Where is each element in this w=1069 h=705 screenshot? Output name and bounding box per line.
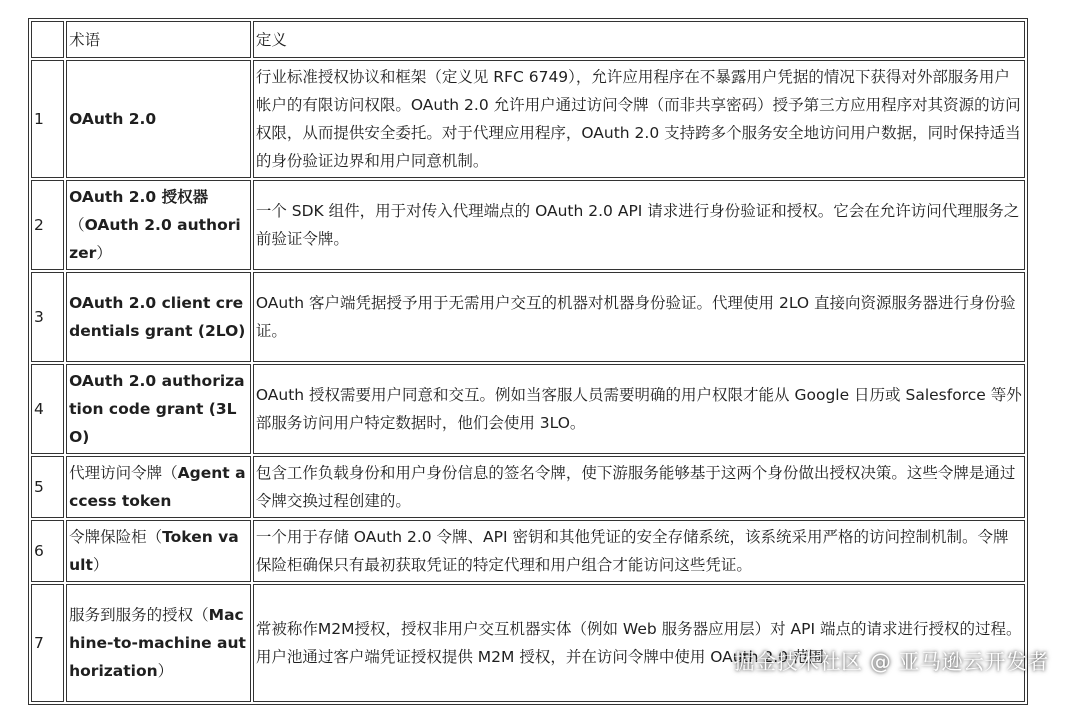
row-definition: 一个 SDK 组件，用于对传入代理端点的 OAuth 2.0 API 请求进行身份验证和授权。它会在允许访问代理服务之前验证令牌。 [253,180,1025,270]
table-header-row [31,21,1025,58]
row-term [66,180,251,270]
term-plain: （ [69,216,85,234]
header-definition: 定义 [253,21,1025,58]
table-row [31,520,1025,582]
table-row [31,272,1025,362]
row-definition: OAuth 客户端凭据授予用于无需用户交互的机器对机器身份验证。代理使用 2LO 直接向资源服务器进行身份验证。 [253,272,1025,362]
term-bold: OAuth 2.0 授权器 [69,188,209,206]
term-plain-secondary: ） [96,244,112,262]
term-bold-secondary: Machine-to-machine authorization [69,606,246,680]
term-bold: OAuth 2.0 [69,110,157,128]
row-term [66,456,251,518]
row-number: 2 [31,180,64,270]
table-row [31,456,1025,518]
term-bold: OAuth 2.0 client credentials grant (2LO) [69,294,246,340]
row-term [66,584,251,702]
watermark: 掘金技术社区 @ 亚马逊云开发者 [733,650,1049,674]
row-number: 3 [31,272,64,362]
table-row [31,60,1025,178]
table-row [31,584,1025,702]
term-bold-secondary: Agent access token [69,464,246,510]
glossary-table-container [28,18,1028,705]
row-term [66,272,251,362]
row-term [66,520,251,582]
term-bold: OAuth 2.0 authorization code grant (3LO) [69,372,245,446]
term-bold-secondary: Token vault [69,528,239,574]
glossary-table [28,18,1028,705]
row-definition: 一个用于存储 OAuth 2.0 令牌、API 密钥和其他凭证的安全存储系统，该系统采用严格的访问控制机制。令牌保险柜确保只有最初获取凭证的特定代理和用户组合才能访问这些凭证。 [253,520,1025,582]
term-plain: 服务到服务的授权（ [69,606,209,624]
row-definition: OAuth 授权需要用户同意和交互。例如当客服人员需要明确的用户权限才能从 Google 日历或 Salesforce 等外部服务访问用户特定数据时，他们会使用 3LO。 [253,364,1025,454]
row-number: 6 [31,520,64,582]
row-definition: 包含工作负载身份和用户身份信息的签名令牌，使下游服务能够基于这两个身份做出授权决策。这些令牌是通过令牌交换过程创建的。 [253,456,1025,518]
term-plain-secondary: ） [157,662,174,680]
row-number: 4 [31,364,64,454]
term-plain-secondary: ） [92,556,109,574]
header-term: 术语 [66,21,251,58]
term-plain: 令牌保险柜（ [69,528,163,546]
row-term [66,60,251,178]
header-num [31,21,64,58]
row-number: 7 [31,584,64,702]
table-row [31,364,1025,454]
row-term [66,364,251,454]
table-row [31,180,1025,270]
row-number: 5 [31,456,64,518]
row-number: 1 [31,60,64,178]
term-plain: 代理访问令牌（ [69,464,178,482]
term-bold-secondary: OAuth 2.0 authorizer [69,216,241,262]
row-definition: 常被称作M2M授权，授权非用户交互机器实体（例如 Web 服务器应用层）对 API 端点的请求进行授权的过程。用户池通过客户端凭证授权提供 M2M 授权，并在访问令牌中使用 OAuth 2.0 范围 [253,584,1025,702]
row-definition: 行业标准授权协议和框架（定义见 RFC 6749），允许应用程序在不暴露用户凭据的情况下获得对外部服务用户帐户的有限访问权限。OAuth 2.0 允许用户通过访问令牌（而非共享密码）授予第三方应用程序对其资源的访问权限，从而提供安全委托。对于代理应用程序，OAuth 2.0 支持跨多个服务安全地访问用户数据，同时保持适当的身份验证边界和用户同意机制。 [253,60,1025,178]
